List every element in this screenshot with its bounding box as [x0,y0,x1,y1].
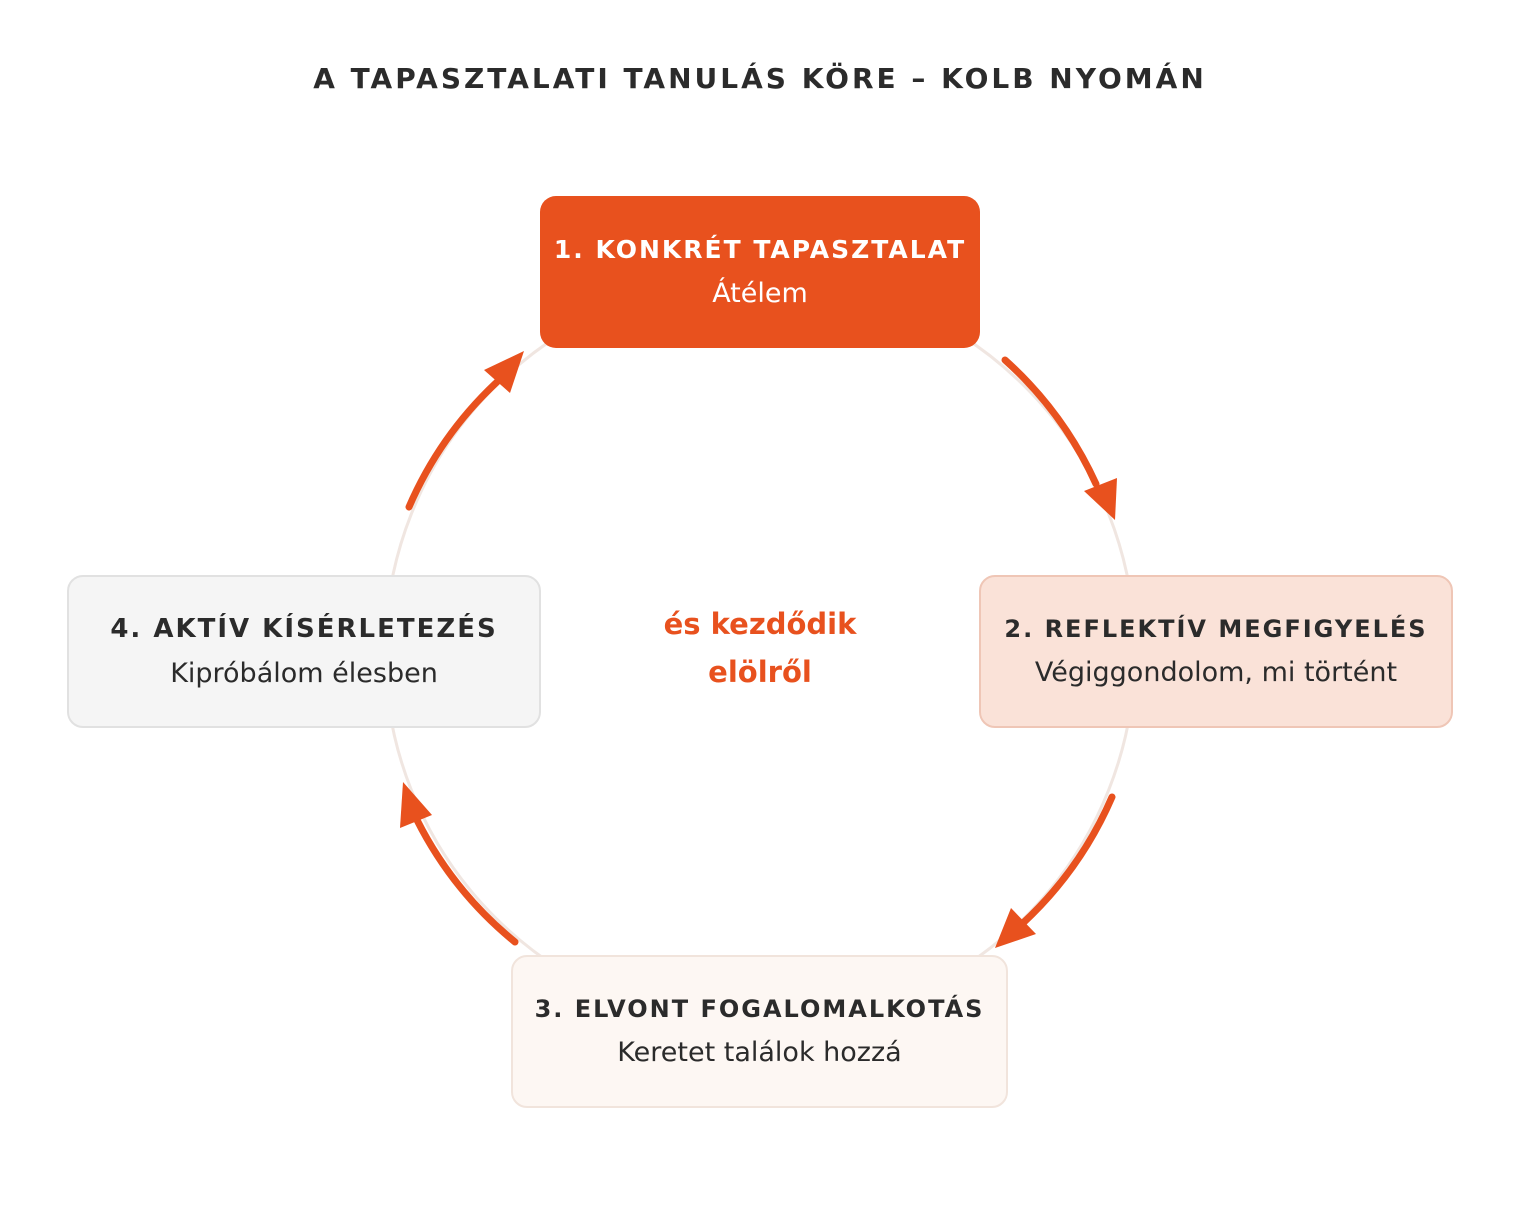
node-2-label: 2. REFLEKTÍV MEGFIGYELÉS [1004,615,1428,643]
node-4-subtitle: Kipróbálom élesben [170,658,438,689]
node-3-label: 3. ELVONT FOGALOMALKOTÁS [534,995,985,1023]
node-abstract-conceptualization [511,955,1008,1108]
node-reflective-observation [979,575,1453,728]
node-2-subtitle: Végiggondolom, mi történt [1034,657,1398,688]
center-caption-line-1: és kezdődik [663,607,857,641]
node-1-subtitle: Átélem [712,278,808,309]
node-4-label: 4. AKTÍV KÍSÉRLETEZÉS [110,614,498,644]
center-caption [560,600,960,696]
node-1-label: 1. KONKRÉT TAPASZTALAT [553,235,967,264]
center-caption-line-2: elölről [708,655,812,689]
node-3-subtitle: Keretet találok hozzá [617,1037,902,1068]
diagram-title: A TAPASZTALATI TANULÁS KÖRE – KOLB NYOMÁN [313,62,1207,95]
node-active-experimentation [67,575,541,728]
node-concrete-experience [540,196,980,348]
